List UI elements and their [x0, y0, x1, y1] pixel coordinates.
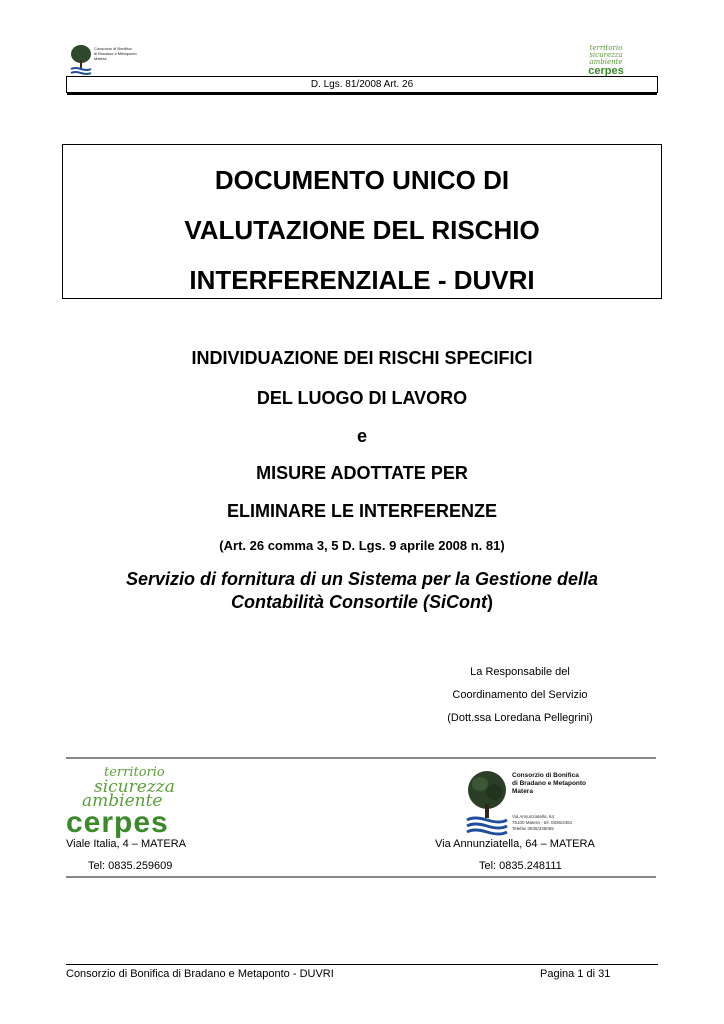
cerpes-logo-large: territorio sicurezza ambiente cerpes: [66, 765, 175, 839]
law-reference-bar: [66, 76, 658, 93]
cerpes-phone: Tel: 0835.259609: [88, 860, 173, 872]
consorzio-logo-large: Consorzio di Bonifica di Bradano e Metaponto Matera Via Annunziatella, 64 75100 Matera - tel. 0835/2481 Telefax 0835/336065: [466, 770, 596, 836]
contacts-top-rule: [66, 757, 656, 759]
consorzio-phone: Tel: 0835.248111: [479, 860, 562, 872]
tree-logo-icon: [70, 44, 92, 76]
document-title-box: [62, 144, 662, 299]
title-line-3: INTERFERENZIALE - DUVRI: [189, 265, 535, 295]
cerpes-logo-small: territorio sicurezza ambiente cerpes: [588, 44, 624, 77]
tree-logo-icon: [466, 770, 508, 836]
responsible-line-1: La Responsabile del: [470, 666, 570, 678]
consorzio-logo-small: Consorzio di Bonifica di Bradano e Metaponto Matera: [66, 44, 156, 76]
subtitle-line-4: MISURE ADOTTATE PER: [256, 463, 468, 483]
service-line-1: Servizio di fornitura di un Sistema per la Gestione della: [125, 569, 599, 589]
contacts-bottom-rule: [66, 876, 656, 878]
title-line-2: VALUTAZIONE DEL RISCHIO: [184, 215, 540, 245]
service-line-2: Contabilità Consortile (SiCont): [231, 592, 493, 612]
title-line-1: DOCUMENTO UNICO DI: [214, 165, 510, 195]
responsible-line-3: (Dott.ssa Loredana Pellegrini): [447, 712, 593, 724]
consorzio-address: Via Annunziatella, 64 – MATERA: [435, 838, 595, 850]
cerpes-address: Viale Italia, 4 – MATERA: [66, 838, 187, 850]
responsible-line-2: Coordinamento del Servizio: [452, 689, 588, 701]
subtitle-line-3: e: [356, 426, 367, 446]
footer-left: Consorzio di Bonifica di Bradano e Metaponto - DUVRI: [66, 968, 334, 980]
subtitle-line-2: DEL LUOGO DI LAVORO: [256, 388, 468, 408]
subtitle-line-1: INDIVIDUAZIONE DEI RISCHI SPECIFICI: [191, 348, 533, 368]
article-reference: (Art. 26 comma 3, 5 D. Lgs. 9 aprile 2008 n. 81): [219, 538, 505, 553]
law-reference: D. Lgs. 81/2008 Art. 26: [310, 79, 414, 90]
footer-rule: [66, 964, 658, 965]
page-number: Pagina 1 di 31: [540, 968, 611, 980]
subtitle-line-5: ELIMINARE LE INTERFERENZE: [226, 501, 497, 521]
